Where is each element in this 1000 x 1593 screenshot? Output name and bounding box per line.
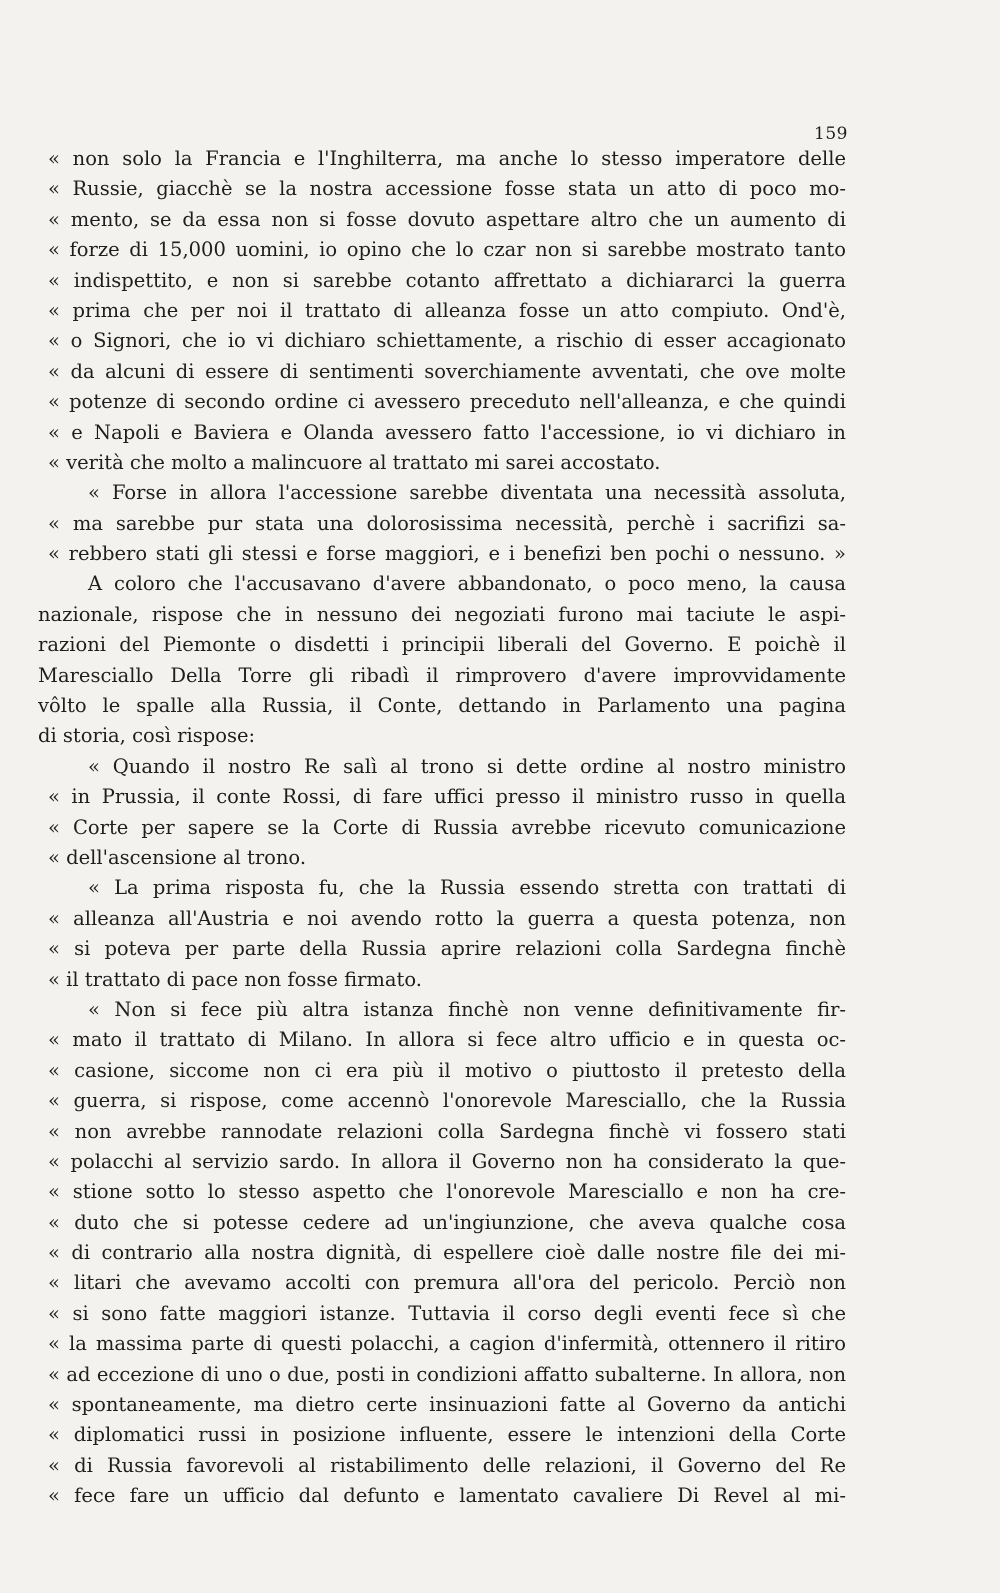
- text-line: « non solo la Francia e l'Inghilterra, ma anche lo stesso imperatore delle: [48, 147, 846, 170]
- text-line: « Quando il nostro Re salì al trono si dette ordine al nostro ministro: [88, 754, 846, 778]
- text-line: nazionale, rispose che in nessuno dei negoziati furono mai taciute le aspi-: [38, 602, 846, 626]
- text-line: « Forse in allora l'accessione sarebbe diventata una necessità assoluta,: [88, 481, 846, 505]
- text-line: « mato il trattato di Milano. In allora si fece altro ufficio e in questa oc-: [48, 1028, 846, 1052]
- text-line: « stione sotto lo stesso aspetto che l'onorevole Maresciallo e non ha cre-: [48, 1180, 846, 1204]
- text-line: « Non si fece più altra istanza finchè non venne definitivamente fir-: [88, 997, 846, 1021]
- text-line: « o Signori, che io vi dichiaro schiettamente, a rischio di esser accagionato: [48, 329, 846, 353]
- text-line: « litari che avevamo accolti con premura all'ora del pericolo. Perciò non: [48, 1271, 846, 1295]
- text-line: di storia, così rispose:: [38, 724, 256, 748]
- text-line: « La prima risposta fu, che la Russia essendo stretta con trattati di: [88, 876, 846, 900]
- text-line: « si sono fatte maggiori istanze. Tuttavia il corso degli eventi fece sì che: [48, 1301, 846, 1325]
- text-line: « rebbero stati gli stessi e forse maggiori, e i benefizi ben pochi o nessuno. »: [48, 542, 846, 566]
- text-line: « da alcuni di essere di sentimenti soverchiamente avventati, che ove molte: [48, 359, 846, 383]
- text-line: « duto che si potesse cedere ad un'ingiunzione, che aveva qualche cosa: [48, 1210, 846, 1234]
- text-line: « dell'ascensione al trono.: [48, 845, 307, 869]
- text-line: « Russie, giacchè se la nostra accessione fosse stata un atto di poco mo-: [48, 177, 846, 201]
- text-line: vôlto le spalle alla Russia, il Conte, dettando in Parlamento una pagina: [38, 694, 846, 718]
- text-line: « e Napoli e Baviera e Olanda avessero fatto l'accessione, io vi dichiaro in: [48, 420, 846, 444]
- text-line: « ad eccezione di uno o due, posti in condizioni affatto subalterne. In allora, non: [48, 1362, 846, 1386]
- text-line: « indispettito, e non si sarebbe cotanto affrettato a dichiararci la guerra: [48, 268, 846, 292]
- text-line: « in Prussia, il conte Rossi, di fare uffici presso il ministro russo in quella: [48, 785, 846, 809]
- text-line: « spontaneamente, ma dietro certe insinuazioni fatte al Governo da antichi: [48, 1393, 846, 1417]
- text-line: « di Russia favorevoli al ristabilimento delle relazioni, il Governo del Re: [48, 1453, 846, 1477]
- text-line: « Corte per sapere se la Corte di Russia avrebbe ricevuto comunicazione: [48, 815, 846, 839]
- text-line: « prima che per noi il trattato di alleanza fosse un atto compiuto. Ond'è,: [48, 298, 846, 322]
- text-line: « potenze di secondo ordine ci avessero preceduto nell'alleanza, e che quindi: [48, 390, 846, 414]
- text-line: « fece fare un ufficio dal defunto e lamentato cavaliere Di Revel al mi-: [48, 1484, 846, 1508]
- text-line: « alleanza all'Austria e noi avendo rotto la guerra a questa potenza, non: [48, 906, 846, 930]
- body-text: [38, 144, 846, 1512]
- page-number: 159: [814, 124, 848, 144]
- text-line: Maresciallo Della Torre gli ribadì il rimprovero d'avere improvvidamente: [38, 663, 846, 687]
- text-line: « la massima parte di questi polacchi, a cagion d'infermità, ottennero il ritiro: [48, 1332, 846, 1356]
- text-line: « mento, se da essa non si fosse dovuto aspettare altro che un aumento di: [48, 207, 846, 231]
- text-line: « verità che molto a malincuore al trattato mi sarei accostato.: [48, 450, 661, 474]
- text-line: « forze di 15,000 uomini, io opino che lo czar non si sarebbe mostrato tanto: [48, 238, 846, 262]
- text-line: « diplomatici russi in posizione influente, essere le intenzioni della Corte: [48, 1423, 846, 1447]
- text-line: A coloro che l'accusavano d'avere abbandonato, o poco meno, la causa: [88, 572, 846, 596]
- text-line: « ma sarebbe pur stata una dolorosissima necessità, perchè i sacrifizi sa-: [48, 511, 846, 535]
- text-line: « guerra, si rispose, come accennò l'onorevole Maresciallo, che la Russia: [48, 1089, 846, 1113]
- text-line: razioni del Piemonte o disdetti i principii liberali del Governo. E poichè il: [38, 633, 846, 657]
- text-line: « si poteva per parte della Russia aprire relazioni colla Sardegna finchè: [48, 937, 846, 961]
- text-line: « di contrario alla nostra dignità, di espellere cioè dalle nostre file dei mi-: [48, 1241, 846, 1265]
- text-line: « il trattato di pace non fosse firmato.: [48, 967, 422, 991]
- text-line: « polacchi al servizio sardo. In allora il Governo non ha considerato la que-: [48, 1149, 846, 1173]
- text-line: « non avrebbe rannodate relazioni colla Sardegna finchè vi fossero stati: [48, 1119, 846, 1143]
- text-line: « casione, siccome non ci era più il motivo o piuttosto il pretesto della: [48, 1058, 846, 1082]
